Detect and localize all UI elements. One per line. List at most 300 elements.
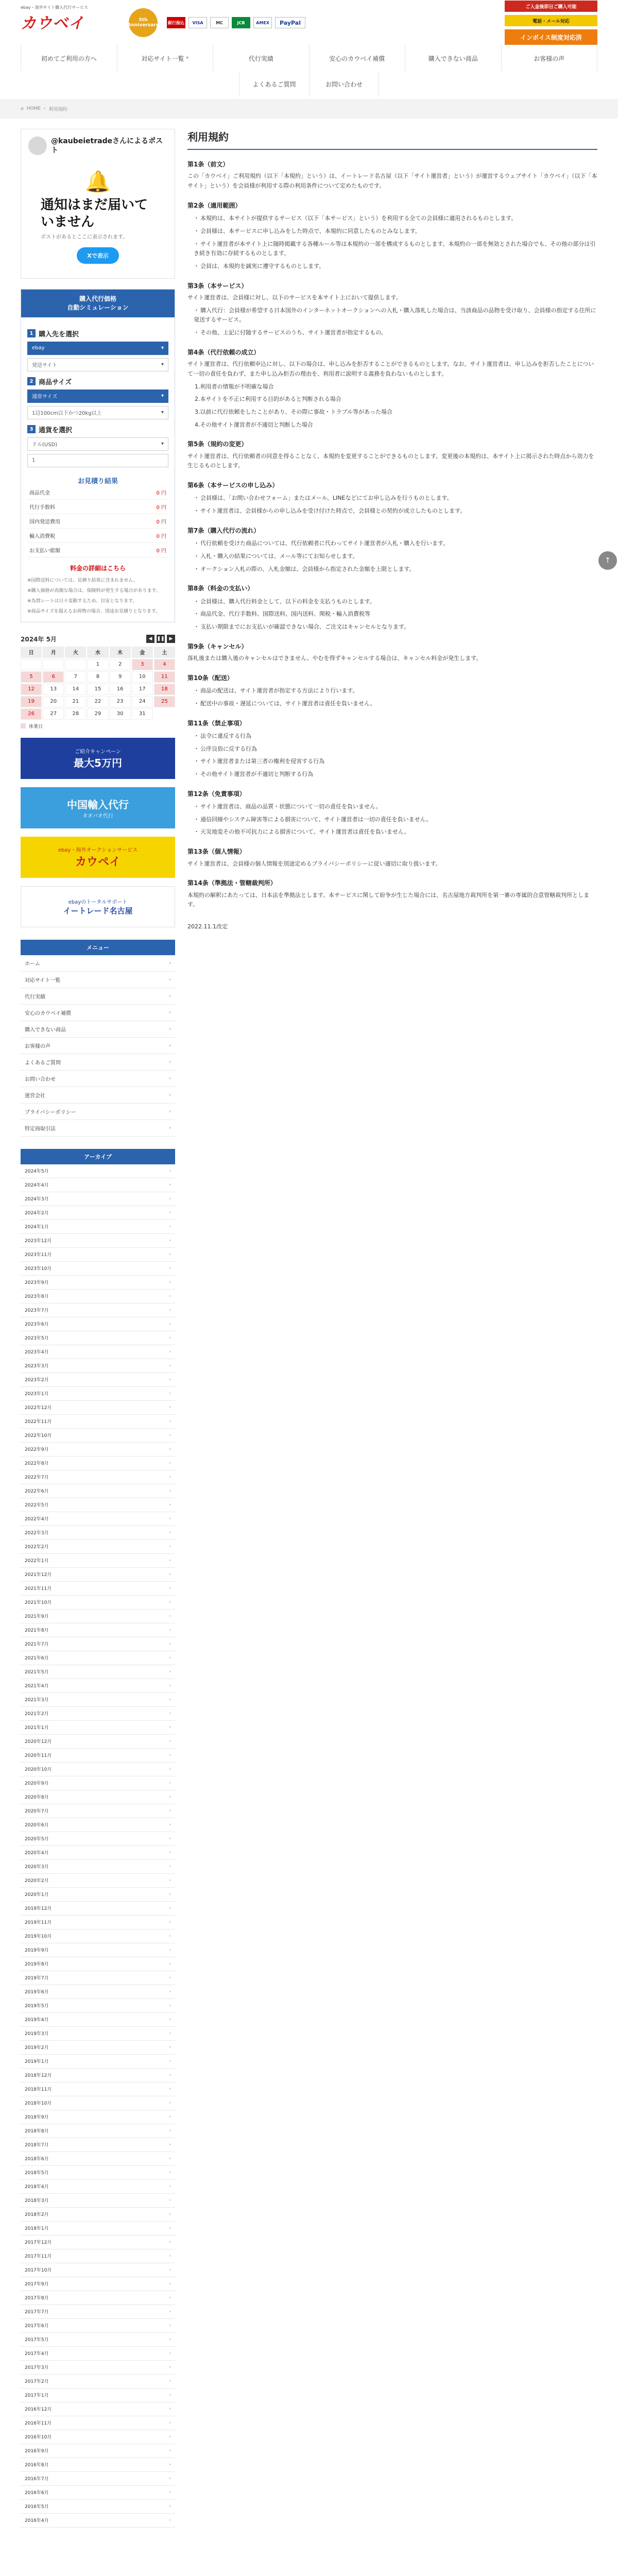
archive-item[interactable]: [21, 1693, 175, 1707]
archive-label: 2017年9月: [25, 2282, 49, 2287]
archive-item[interactable]: [21, 1818, 175, 1832]
archive-item[interactable]: [21, 2180, 175, 2194]
archive-label: 2022年4月: [25, 1517, 49, 1522]
archive-label: 2019年3月: [25, 2031, 49, 2037]
archive-item[interactable]: [21, 2027, 175, 2041]
archive-label: 2020年5月: [25, 1837, 49, 1842]
nav-label: よくあるご質問: [252, 80, 296, 88]
archive-item[interactable]: [21, 2096, 175, 2110]
archive-item[interactable]: [21, 1596, 175, 1609]
archive-item[interactable]: [21, 2082, 175, 2096]
archive-label: 2023年10月: [25, 1266, 52, 1272]
menu-item[interactable]: [21, 1021, 175, 1038]
archive-item[interactable]: [21, 2305, 175, 2319]
chevron-right-icon: ›: [169, 1460, 171, 1466]
chevron-right-icon: ›: [169, 1238, 171, 1243]
chevron-right-icon: ›: [169, 2016, 171, 2022]
chevron-right-icon: ›: [169, 1947, 171, 1953]
archive-item[interactable]: [21, 1637, 175, 1651]
article-list: [187, 306, 597, 338]
result-value: 0 円: [156, 490, 166, 496]
archive-item[interactable]: [21, 1401, 175, 1415]
article: [187, 673, 597, 709]
archive-label: 2023年5月: [25, 1336, 49, 1342]
size-select-normal[interactable]: [27, 389, 168, 403]
archive-item[interactable]: [21, 2319, 175, 2333]
archive-item[interactable]: [21, 1484, 175, 1498]
archive-item[interactable]: [21, 1220, 175, 1234]
chevron-right-icon: ›: [169, 1418, 171, 1424]
menu-item[interactable]: [21, 988, 175, 1005]
archive-label: 2016年4月: [25, 2518, 49, 2524]
article-list: [187, 539, 597, 574]
archive-item[interactable]: [21, 1804, 175, 1818]
view-on-x-button[interactable]: Xで表示: [77, 247, 118, 264]
chevron-right-icon: ›: [169, 1627, 171, 1633]
archive-label: 2022年6月: [25, 1489, 49, 1495]
scroll-top-button[interactable]: ↑: [598, 551, 617, 570]
x-post-body: [28, 162, 167, 271]
archive-item[interactable]: [21, 1248, 175, 1262]
archive-item[interactable]: [21, 1582, 175, 1596]
archive-item[interactable]: [21, 1206, 175, 1220]
article-heading: 第13条（個人情報）: [187, 848, 246, 856]
chevron-right-icon: ›: [169, 2420, 171, 2426]
site-select-ebay[interactable]: [27, 342, 168, 355]
archive-item[interactable]: [21, 1415, 175, 1429]
archive-item[interactable]: [21, 2208, 175, 2222]
archive-item[interactable]: [21, 1234, 175, 1248]
archive-label: 2024年1月: [25, 1225, 49, 1230]
archive-item[interactable]: [21, 1331, 175, 1345]
archive-item[interactable]: [21, 1178, 175, 1192]
calendar-day: 6: [43, 671, 64, 683]
chevron-right-icon: ›: [169, 2100, 171, 2106]
breadcrumb: [0, 99, 618, 118]
archive-label: 2017年3月: [25, 2365, 49, 2371]
nav-results[interactable]: [213, 45, 309, 71]
archive-item[interactable]: [21, 1456, 175, 1470]
simulator-title-line2: 自動シミュレーション: [67, 304, 129, 312]
payment-paypal: PayPal: [275, 17, 305, 28]
archive-item[interactable]: [21, 1707, 175, 1721]
menu-item[interactable]: [21, 1087, 175, 1104]
global-nav-row2: [0, 71, 618, 97]
archive-item[interactable]: [21, 2041, 175, 2055]
article-list-item: ・ 通信回線やシステム障害等による損害について、サイト運営者は一切の責任を負いません。: [194, 815, 597, 825]
calendar-day: 15: [87, 684, 108, 695]
menu-item[interactable]: [21, 1104, 175, 1120]
note: ※国際送料については、見積り結果に含まれません。: [27, 578, 138, 583]
archive-item[interactable]: [21, 1762, 175, 1776]
archive-item[interactable]: [21, 1902, 175, 1916]
article-body: サイト運営者は、代行依頼者の同意を得ることなく、本規約を変更することができるものとします。変更後の本規約は、本サイト上に掲示された時点から効力を生じるものとします。: [187, 452, 594, 469]
archive-label: 2016年8月: [25, 2463, 49, 2468]
archive-item[interactable]: [21, 2124, 175, 2138]
article-list-item: ・ 天災地変その他不可抗力による損害について、サイト運営者は責任を負いません。: [194, 827, 597, 837]
archive-item[interactable]: [21, 1888, 175, 1902]
archive-item[interactable]: [21, 1679, 175, 1693]
archive-item[interactable]: [21, 1276, 175, 1290]
banner-sub: ebay・海外オークションサービス: [58, 847, 138, 853]
nav-label: 安心のカウベイ補償: [329, 55, 385, 62]
archive-label: 2023年3月: [25, 1364, 49, 1369]
nav-faq[interactable]: [239, 71, 309, 97]
article-heading: 第12条（免責事項）: [187, 790, 246, 798]
archive-label: 2020年4月: [25, 1851, 49, 1856]
archive-label: 2019年7月: [25, 1976, 49, 1981]
pause-icon[interactable]: ❚❚: [157, 635, 165, 643]
archive-label: 2021年11月: [25, 1586, 52, 1592]
article: [187, 789, 597, 837]
archive-label: 2018年6月: [25, 2157, 49, 2162]
banner-sub: ご紹介キャンペーン: [75, 749, 121, 755]
chevron-down-icon: ▾: [161, 441, 164, 447]
chevron-right-icon: ›: [169, 2336, 171, 2342]
chevron-right-icon: ›: [169, 1613, 171, 1619]
chevron-down-icon: ▾: [186, 56, 189, 61]
calendar-day: 5: [21, 671, 42, 683]
chevron-down-icon: ▾: [161, 393, 164, 399]
archive-label: 2018年11月: [25, 2087, 52, 2093]
archive-label: 2022年2月: [25, 1545, 49, 1550]
archive-item[interactable]: [21, 1776, 175, 1790]
calendar-title: 2024年 5月: [21, 635, 57, 643]
article: [187, 439, 597, 471]
archive-item[interactable]: [21, 1429, 175, 1443]
archive-item[interactable]: [21, 1303, 175, 1317]
archive-item[interactable]: [21, 1317, 175, 1331]
calendar-day: 26: [21, 708, 42, 720]
archive-item[interactable]: [21, 2263, 175, 2277]
chevron-right-icon: ›: [169, 1293, 171, 1299]
archive-item[interactable]: [21, 1846, 175, 1860]
article-list-item: ・ サイト運営者が本サイト上に随時掲載する各種ルール等は本規約の一部を構成するものとします。本規約の一部を無効とされた場合でも、その他の部分は引き続き有効に存続するものとします。: [194, 240, 597, 259]
archive-item[interactable]: [21, 1749, 175, 1762]
archive-item[interactable]: [21, 2333, 175, 2347]
archive-label: 2020年6月: [25, 1823, 49, 1828]
chevron-right-icon: ›: [169, 2489, 171, 2495]
chevron-right-icon: ›: [169, 1404, 171, 1410]
archive-label: 2021年4月: [25, 1684, 49, 1689]
calendar-day: 11: [154, 671, 175, 683]
holiday-swatch: [21, 723, 26, 728]
article-heading: 第7条（購入代行の流れ）: [187, 527, 260, 534]
chevron-down-icon: ▾: [161, 345, 164, 351]
calendar-day: 24: [132, 696, 153, 707]
calendar-day: 9: [110, 671, 131, 683]
calendar-dow: 水: [87, 647, 108, 658]
archive-item[interactable]: [21, 1665, 175, 1679]
calendar-day: 16: [110, 684, 131, 695]
nav-guarantee[interactable]: [309, 45, 405, 71]
step-3: [27, 425, 168, 434]
archive-item[interactable]: [21, 1498, 175, 1512]
archive-item[interactable]: [21, 1790, 175, 1804]
archive-label: 2019年8月: [25, 1962, 49, 1968]
archive-item[interactable]: [21, 1554, 175, 1568]
archive-item[interactable]: [21, 1609, 175, 1623]
archive-item[interactable]: [21, 1373, 175, 1387]
chevron-right-icon: ›: [169, 1766, 171, 1772]
chevron-right-icon: ›: [169, 1808, 171, 1814]
menu-label: 対応サイト一覧: [25, 977, 61, 984]
chevron-right-icon: ›: [169, 1432, 171, 1438]
menu-item[interactable]: [21, 955, 175, 972]
chevron-right-icon: ›: [169, 1863, 171, 1869]
archive-item[interactable]: [21, 1568, 175, 1582]
result-value: 0 円: [156, 504, 166, 511]
archive-label: 2021年7月: [25, 1642, 49, 1648]
chevron-right-icon: ›: [169, 2448, 171, 2453]
step-label: 通貨を選択: [39, 426, 73, 434]
archive-item[interactable]: [21, 1916, 175, 1929]
article-list-item: ・ 代行依頼を受けた商品については、代行依頼者に代わってサイト運営者が入札・購入を行います。: [194, 539, 597, 549]
payment-bank: 銀行振込: [167, 17, 185, 28]
article-list-item: ・ サイト運営者は、商品の品質・状態について一切の責任を負いません。: [194, 802, 597, 812]
menu-item[interactable]: [21, 972, 175, 988]
calendar-day: 19: [21, 696, 42, 707]
calendar-day: 14: [65, 684, 86, 695]
calendar-controls: [146, 635, 175, 643]
archive-item[interactable]: [21, 1832, 175, 1846]
chevron-right-icon: ›: [169, 1182, 171, 1188]
breadcrumb-home[interactable]: HOME: [26, 106, 41, 111]
result-row: [27, 500, 168, 514]
archive-label: 2018年8月: [25, 2129, 49, 2134]
banner-sub: タオバオ代行: [82, 813, 113, 819]
archive-item[interactable]: [21, 1651, 175, 1665]
archive-item[interactable]: [21, 1443, 175, 1456]
archive-item[interactable]: [21, 2069, 175, 2082]
chevron-right-icon: ›: [169, 1196, 171, 1201]
archive-label: 2020年1月: [25, 1892, 49, 1898]
menu-item[interactable]: [21, 1038, 175, 1054]
menu-item[interactable]: [21, 1054, 175, 1071]
nav-label: 初めてご利用の方へ: [41, 55, 97, 62]
nav-first-time[interactable]: [21, 45, 117, 71]
chevron-right-icon: ›: [169, 2114, 171, 2120]
menu-label: ホーム: [25, 961, 40, 967]
archive-item[interactable]: [21, 1540, 175, 1554]
x-post-handle[interactable]: @kaubeietradeさんによるポスト: [51, 137, 163, 155]
archive-label: 2023年8月: [25, 1294, 49, 1300]
article-heading: 第10条（配送）: [187, 674, 233, 682]
archive-item[interactable]: [21, 2166, 175, 2180]
archive-item[interactable]: [21, 1985, 175, 1999]
china-import-banner[interactable]: [21, 787, 175, 828]
nav-contact[interactable]: [309, 71, 379, 97]
calendar-dow: 木: [110, 647, 131, 658]
step-number: 2: [27, 377, 36, 385]
article-list-item: ・ 配送中の事故・遅延については、サイト運営者は責任を負いません。: [194, 699, 597, 709]
archive-item[interactable]: [21, 2222, 175, 2235]
result-value: 0 円: [156, 519, 166, 525]
archive-item[interactable]: [21, 1943, 175, 1957]
chevron-right-icon: ›: [169, 1279, 171, 1285]
archive-item[interactable]: [21, 2055, 175, 2069]
next-month-icon[interactable]: ▶: [167, 635, 175, 643]
archive-item[interactable]: [21, 2444, 175, 2458]
nav-prohibited[interactable]: [405, 45, 501, 71]
archive-item[interactable]: [21, 2375, 175, 2388]
archive-item[interactable]: [21, 2361, 175, 2375]
archive-label: 2021年10月: [25, 1600, 52, 1606]
banner-title: カウペイ: [75, 855, 121, 869]
archive-label: 2016年10月: [25, 2435, 52, 2441]
archive-label: 2023年11月: [25, 1252, 52, 1258]
archive-item[interactable]: [21, 2486, 175, 2500]
note: ※商品サイズを超えるお荷物の場合、別途お見積りとなります。: [27, 608, 161, 614]
archive-item[interactable]: [21, 1957, 175, 1971]
archive-item[interactable]: [21, 1526, 175, 1540]
calendar-day: 21: [65, 696, 86, 707]
archive-item[interactable]: [21, 1262, 175, 1276]
fee-details-link[interactable]: 料金の詳細はこちら: [70, 564, 126, 572]
archive-item[interactable]: [21, 1735, 175, 1749]
archive-label: 2018年1月: [25, 2226, 49, 2232]
archive-item[interactable]: [21, 2194, 175, 2208]
nav-reviews[interactable]: [501, 45, 598, 71]
archive-item[interactable]: [21, 2110, 175, 2124]
step-2: [27, 377, 168, 386]
archive-item[interactable]: [21, 1470, 175, 1484]
article-list-item: ・ 支払い期限までにお支払いが確認できない場合、ご注文はキャンセルとなります。: [194, 622, 597, 632]
article-list-item: ・ オークション入札の際の、入札金額は、会員様から指定された金額を上限とします。: [194, 565, 597, 574]
chevron-right-icon: ›: [169, 2044, 171, 2050]
option-label: 1辺100cm以下かつ20kg以上: [32, 411, 102, 417]
archive-item[interactable]: [21, 1929, 175, 1943]
archive-item[interactable]: [21, 1512, 175, 1526]
banner-title: 最大5万円: [74, 756, 122, 769]
menu-item[interactable]: [21, 1071, 175, 1087]
article-list-item: ・ 本規約は、本サイトが提供するサービス（以下「本サービス」という）を利用する全ての会員様に適用されるものとします。: [194, 214, 597, 224]
archive-label: 2017年6月: [25, 2324, 49, 2329]
kaupei-banner[interactable]: [21, 837, 175, 878]
chevron-right-icon: ›: [169, 2142, 171, 2147]
archive-label: 2018年12月: [25, 2073, 52, 2079]
archive-item[interactable]: [21, 2416, 175, 2430]
nav-label: 代行実績: [248, 55, 273, 62]
chevron-right-icon: ›: [169, 2517, 171, 2523]
archive-item[interactable]: [21, 2430, 175, 2444]
etrade-banner[interactable]: [21, 886, 175, 927]
calendar-day: 4: [154, 659, 175, 670]
price-simulator: [21, 289, 175, 622]
calendar-day: 30: [110, 708, 131, 720]
archive-item[interactable]: [21, 2138, 175, 2152]
archive-item[interactable]: [21, 2402, 175, 2416]
archive-label: 2022年7月: [25, 1475, 49, 1481]
article-heading: 第14条（準拠法・管轄裁判所）: [187, 879, 277, 887]
archive-item[interactable]: [21, 2500, 175, 2514]
archive-item[interactable]: [21, 1164, 175, 1178]
campaign-banner[interactable]: [21, 738, 175, 779]
invoice-button[interactable]: インボイス制度対応済: [505, 29, 597, 45]
archive-item[interactable]: [21, 2388, 175, 2402]
menu-item[interactable]: [21, 1005, 175, 1021]
archive-item[interactable]: [21, 2249, 175, 2263]
result-row: [27, 529, 168, 543]
archive-item[interactable]: [21, 2235, 175, 2249]
menu-label: よくあるご質問: [25, 1060, 61, 1066]
page-title: 利用規約: [187, 129, 597, 150]
chevron-right-icon: ›: [169, 2309, 171, 2314]
archive-label: 2021年6月: [25, 1656, 49, 1662]
archive-item[interactable]: [21, 2277, 175, 2291]
nav-sites[interactable]: [117, 45, 213, 71]
logo-tagline: ebay・海外サイト購入代行サービス: [21, 5, 89, 10]
menu-item[interactable]: [21, 1120, 175, 1137]
chevron-right-icon: ›: [169, 1530, 171, 1535]
amount-input[interactable]: [27, 454, 168, 467]
archive-item[interactable]: [21, 1359, 175, 1373]
archive-item[interactable]: [21, 1623, 175, 1637]
size-select-large[interactable]: [27, 406, 168, 419]
archive-item[interactable]: [21, 2152, 175, 2166]
logo[interactable]: [21, 5, 108, 41]
calendar-header: [21, 635, 175, 643]
payment-mastercard: MC: [210, 17, 229, 28]
archive-item[interactable]: [21, 1290, 175, 1303]
archive-label: 2019年5月: [25, 2004, 49, 2009]
chevron-right-icon: ›: [169, 1738, 171, 1744]
calendar-dow: 金: [132, 647, 153, 658]
archive-item[interactable]: [21, 1874, 175, 1888]
chevron-right-icon: ›: [169, 2253, 171, 2259]
archive-item[interactable]: [21, 2347, 175, 2361]
x-post-subtitle: ポストがあるとここに表示されます。: [41, 234, 128, 241]
archive-item[interactable]: [21, 1999, 175, 2013]
archive-item[interactable]: [21, 2458, 175, 2472]
menu-label: 代行実績: [25, 994, 45, 1000]
article: [187, 583, 597, 632]
archive-item[interactable]: [21, 1971, 175, 1985]
archive-item[interactable]: [21, 2472, 175, 2486]
archive-item[interactable]: [21, 1192, 175, 1206]
chevron-right-icon: ›: [169, 1391, 171, 1396]
archive-label: 2017年12月: [25, 2240, 52, 2246]
global-nav: [0, 45, 618, 71]
archive-label: 2019年12月: [25, 1906, 52, 1912]
archive-item[interactable]: [21, 2514, 175, 2528]
archive-label: 2017年8月: [25, 2296, 49, 2301]
archive-label: 2016年12月: [25, 2407, 52, 2413]
chevron-right-icon: ›: [169, 1585, 171, 1591]
chevron-right-icon: ›: [169, 1544, 171, 1549]
archive-item[interactable]: [21, 1721, 175, 1735]
site-select-other[interactable]: [27, 358, 168, 371]
chevron-right-icon: ›: [169, 2503, 171, 2509]
archive-item[interactable]: [21, 1345, 175, 1359]
archive-item[interactable]: [21, 1860, 175, 1874]
x-post-widget: [21, 129, 175, 279]
archive-label: 2023年7月: [25, 1308, 49, 1314]
currency-select[interactable]: [27, 437, 168, 451]
result-row: [27, 514, 168, 529]
archive-item[interactable]: [21, 2291, 175, 2305]
chevron-right-icon: ›: [169, 1377, 171, 1382]
avatar: [28, 137, 47, 155]
article-list-item: ・ 入札・購入の結果については、メール等にてお知らせします。: [194, 552, 597, 562]
prev-month-icon[interactable]: ◀: [146, 635, 154, 643]
archive-label: 2020年12月: [25, 1739, 52, 1745]
calendar-day: 22: [87, 696, 108, 707]
archive-item[interactable]: [21, 2013, 175, 2027]
archive-label: 2018年3月: [25, 2198, 49, 2204]
article-list-item: ・ 会員様は、本サービスに申し込みをした時点で、本規約に同意したものとみなします。: [194, 227, 597, 236]
archive-item[interactable]: [21, 1387, 175, 1401]
